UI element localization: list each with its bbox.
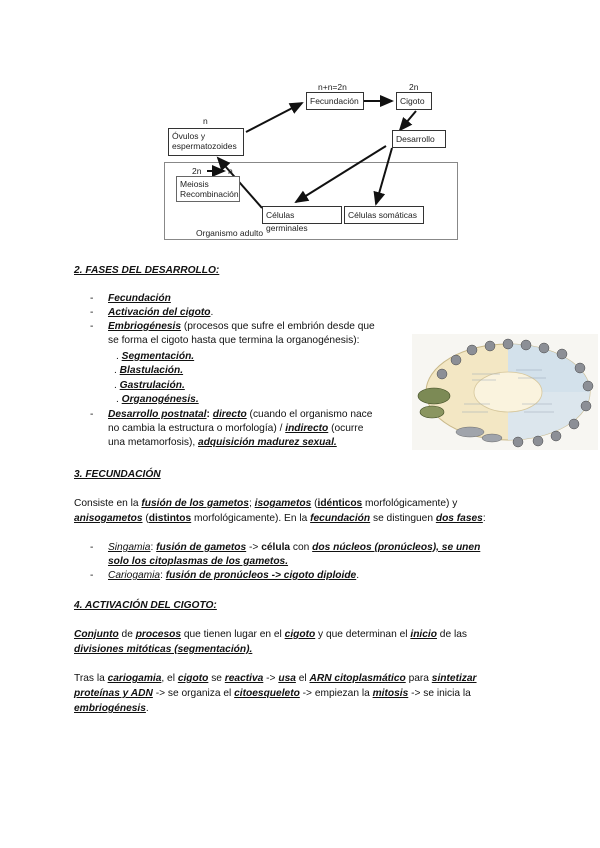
- meiosis-n-label: n: [228, 166, 233, 176]
- section4-title: 4. ACTIVACIÓN DEL CIGOTO:: [74, 600, 217, 611]
- embryo-development-illustration: [412, 334, 598, 450]
- reproduction-cycle-diagram: [0, 0, 600, 250]
- item-activacion: Activación del cigoto.: [108, 307, 214, 318]
- fecundacion-box: Fecundación: [306, 92, 364, 110]
- meiosis-box: [176, 176, 240, 202]
- celulas-somaticas-box: Células somáticas: [344, 206, 424, 224]
- section4-paragraph2-line2: proteínas y ADN -> se organiza el citoesqueleto -> empiezan la mitosis -> se inicia la: [74, 688, 471, 699]
- bullet-dash: -: [90, 307, 94, 318]
- arrow-cigoto-desarrollo: [400, 111, 416, 130]
- section4-paragraph2-line3: embriogénesis.: [74, 703, 149, 714]
- section3-paragraph-line2: anisogametos (distintos morfológicamente). En la fecundación se distinguen dos fases:: [74, 513, 486, 524]
- section4-paragraph2-line1: Tras la cariogamia, el cigoto se reactiva -> usa el ARN citoplasmático para sintetizar: [74, 673, 477, 684]
- item-fecundacion: Fecundación: [108, 293, 171, 304]
- recombinacion-text: Recombinación: [180, 189, 239, 199]
- desarrollo-box: Desarrollo: [392, 130, 446, 148]
- sub-gastrulacion: . Gastrulación.: [114, 380, 185, 391]
- label-2n: 2n: [409, 82, 419, 92]
- sub-organogenesis: . Organogénesis.: [116, 394, 199, 405]
- arrow-desarrollo-germinales: [296, 146, 386, 202]
- ovulos-box: Óvulos y espermatozoides: [168, 128, 244, 156]
- bullet-dash: -: [90, 321, 94, 332]
- item-desarrollo-postnatal-line2: no cambia la estructura o morfología) / indirecto (ocurre: [108, 423, 364, 434]
- bullet-dash: -: [90, 293, 94, 304]
- item-singamia: Singamia: fusión de gametos -> célula con dos núcleos (pronúcleos), se unen: [108, 542, 481, 553]
- cigoto-box: Cigoto: [396, 92, 432, 110]
- arrow-desarrollo-somaticas: [376, 148, 392, 204]
- sub-segmentacion: . Segmentación.: [116, 351, 195, 362]
- meiosis-text: Meiosis: [180, 179, 209, 189]
- sub-blastulacion: . Blastulación.: [114, 365, 184, 376]
- bullet-dash: -: [90, 570, 94, 581]
- organismo-adulto-label: Organismo adulto: [196, 228, 264, 238]
- item-desarrollo-postnatal: Desarrollo postnatal: directo (cuando el organismo nace: [108, 409, 373, 420]
- section4-paragraph1-line1: Conjunto de procesos que tienen lugar en el cigoto y que determinan el inicio de las: [74, 629, 467, 640]
- label-n-plus-n: n+n=2n: [318, 82, 347, 92]
- item-embriogenesis: Embriogénesis (procesos que sufre el embrión desde que: [108, 321, 375, 332]
- bullet-dash: -: [90, 542, 94, 553]
- label-n: n: [203, 116, 208, 126]
- bullet-dash: -: [90, 409, 94, 420]
- celulas-germinales-box: Células germinales: [262, 206, 342, 224]
- section3-title: 3. FECUNDACIÓN: [74, 469, 161, 480]
- item-desarrollo-postnatal-line3: una metamorfosis), adquisición madurez sexual.: [108, 437, 337, 448]
- item-cariogamia: Cariogamia: fusión de pronúcleos -> cigoto diploide.: [108, 570, 360, 581]
- arrow-ovulos-fecundacion: [246, 103, 302, 132]
- meiosis-2n-label: 2n: [192, 166, 202, 176]
- item-singamia-line2: solo los citoplasmas de los gametos.: [108, 556, 289, 567]
- section2-title: 2. FASES DEL DESARROLLO:: [74, 265, 220, 276]
- item-embriogenesis-line2: se forma el cigoto hasta que termina la organogénesis):: [108, 335, 360, 346]
- section3-paragraph-line1: Consiste en la fusión de los gametos; isogametos (idénticos morfológicamente) y: [74, 498, 458, 509]
- section4-paragraph1-line2: divisiones mitóticas (segmentación).: [74, 644, 253, 655]
